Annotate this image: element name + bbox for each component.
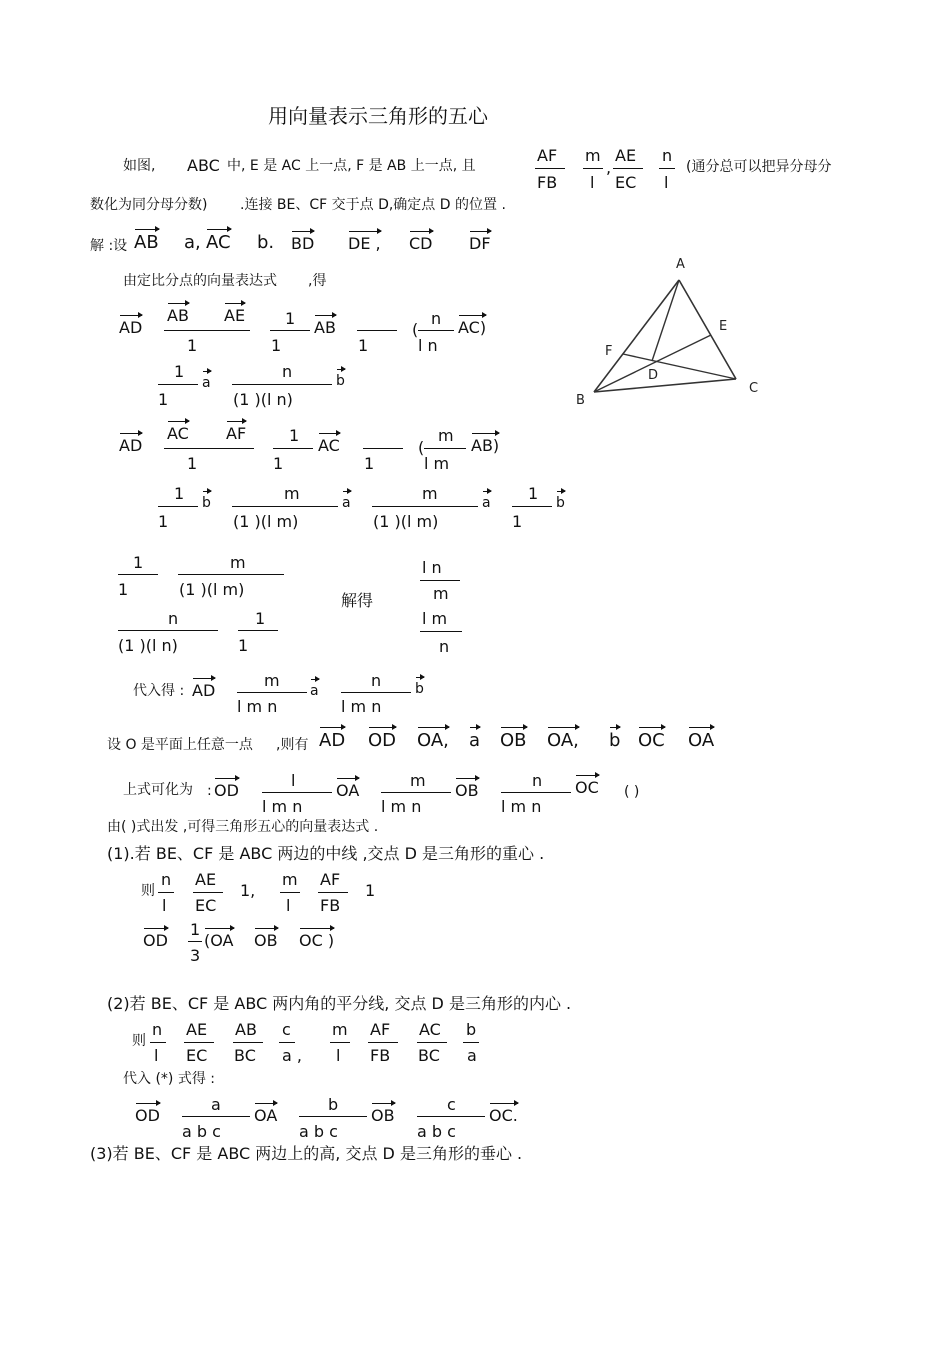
- fraction-numerator: 1: [289, 426, 300, 445]
- fraction-numerator: l: [291, 771, 296, 790]
- general-label: :: [207, 783, 212, 799]
- fraction-numerator: c: [447, 1095, 456, 1114]
- vector-ab: AB: [314, 314, 336, 336]
- point-label-d: D: [648, 368, 659, 383]
- fraction-denominator: 3: [190, 946, 201, 965]
- fraction-denominator: l m n: [237, 697, 278, 716]
- fraction-bar: [150, 1042, 166, 1043]
- fraction-denominator: l m n: [381, 797, 422, 816]
- vector-df: DF: [469, 230, 491, 252]
- fraction-numerator: m: [438, 426, 454, 445]
- vector-a: a: [469, 726, 480, 750]
- vector-oc: OC ): [299, 927, 334, 949]
- substitute-label: 代入得 :: [133, 683, 185, 699]
- vector-oc: OC: [575, 774, 599, 796]
- fraction-denominator: 1: [512, 512, 523, 531]
- fraction-numerator: n: [152, 1020, 163, 1039]
- intro-text: 数化为同分母分数): [90, 197, 208, 213]
- fraction-denominator: l: [286, 896, 291, 915]
- fraction-denominator: (1 )(l m): [233, 512, 299, 531]
- fraction-bar: [659, 168, 675, 169]
- vector-od: OD: [135, 1102, 160, 1124]
- intro-text: 中, E 是 AC 上一点, F 是 AB 上一点, 且: [227, 158, 476, 174]
- fraction-numerator: m: [332, 1020, 348, 1039]
- vector-oc: OC.: [489, 1102, 518, 1124]
- fraction-bar: [178, 574, 284, 575]
- step-text: 由定比分点的向量表达式: [123, 273, 277, 289]
- fraction-denominator: l: [162, 896, 167, 915]
- fraction-bar: [417, 1042, 447, 1043]
- fraction-bar: [363, 448, 403, 449]
- vertex-label-b: B: [576, 393, 585, 408]
- vector-oa: OA,: [417, 726, 449, 750]
- fraction-denominator: 1: [187, 336, 198, 355]
- fraction-bar: [188, 941, 202, 942]
- then-label: 则: [132, 1033, 146, 1049]
- fraction-bar: [330, 1042, 350, 1043]
- fraction-numerator: n: [282, 362, 293, 381]
- vector-a: a: [310, 678, 319, 698]
- fraction-bar: [318, 892, 348, 893]
- fraction-bar: [118, 574, 158, 575]
- paren: (: [418, 438, 425, 457]
- fraction-bar: [420, 631, 462, 632]
- comma: ,: [606, 158, 612, 177]
- vector-a: a,: [184, 232, 201, 253]
- fraction-bar: [238, 630, 278, 631]
- fraction-bar: [512, 506, 552, 507]
- vector-bd: BD: [291, 230, 314, 252]
- fraction-denominator: FB: [320, 896, 341, 915]
- fraction-bar: [368, 1042, 398, 1043]
- vector-ad: AD: [319, 726, 345, 750]
- vector-a: a: [482, 490, 491, 510]
- fraction-numerator: AF: [320, 870, 341, 889]
- fraction-denominator: a b c: [417, 1122, 456, 1141]
- vector-a: a: [342, 490, 351, 510]
- fraction-bar: [232, 384, 332, 385]
- fraction-denominator: l m n: [341, 697, 382, 716]
- vector-ac: AC: [318, 432, 340, 454]
- fraction-denominator: EC: [195, 896, 217, 915]
- fraction-numerator: n: [662, 146, 673, 165]
- solved-label: 解得: [341, 591, 374, 610]
- fraction-numerator: AE: [186, 1020, 208, 1039]
- vector-od: OD: [368, 726, 396, 750]
- fraction-numerator: b: [466, 1020, 477, 1039]
- fraction-denominator: 1: [364, 454, 375, 473]
- fraction-denominator: BC: [418, 1046, 440, 1065]
- side-ac: [679, 280, 736, 379]
- fraction-denominator: EC: [186, 1046, 208, 1065]
- fraction-bar: [424, 448, 466, 449]
- fraction-denominator: n: [439, 637, 450, 656]
- case-2-title: (2)若 BE、CF 是 ABC 两内角的平分线, 交点 D 是三角形的内心 .: [107, 994, 572, 1013]
- segment-ad: [652, 280, 679, 361]
- fraction-numerator: AF: [537, 146, 558, 165]
- fraction-bar: [164, 330, 250, 331]
- paren: (: [412, 320, 419, 339]
- vector-oa: OA: [688, 726, 714, 750]
- fraction-numerator: 1: [174, 362, 185, 381]
- fraction-denominator: (1 )(l m): [179, 580, 245, 599]
- general-label: 上式可化为: [123, 782, 193, 798]
- fraction-denominator: a b c: [299, 1122, 338, 1141]
- fraction-bar: [182, 1116, 250, 1117]
- vector-ob: OB: [254, 927, 278, 949]
- vector-ob: OB: [371, 1102, 395, 1124]
- vector-b: b.: [257, 232, 275, 253]
- fraction-numerator: m: [422, 484, 438, 503]
- vector-ad: AD: [119, 432, 142, 454]
- fraction-numerator: m: [585, 146, 601, 165]
- vector-oa: OA,: [547, 726, 579, 750]
- vertex-label-a: A: [676, 257, 685, 272]
- vector-od: OD: [214, 777, 239, 799]
- page-title: 用向量表示三角形的五心: [268, 104, 488, 128]
- fraction-bar: [420, 580, 460, 581]
- fraction-denominator: l: [664, 173, 669, 192]
- fraction-denominator: l m n: [501, 797, 542, 816]
- fraction-denominator: l n: [418, 336, 438, 355]
- from-star-text: 由( )式出发 ,可得三角形五心的向量表达式 .: [107, 819, 379, 835]
- vector-ae: AE: [224, 302, 245, 324]
- fraction-bar: [158, 506, 198, 507]
- fraction-bar: [164, 448, 254, 449]
- intro-text: .连接 BE、CF 交于点 D,确定点 D 的位置 .: [240, 197, 506, 213]
- vector-cd: CD: [409, 230, 433, 252]
- fraction-numerator: n: [371, 671, 382, 690]
- fraction-numerator: 1: [174, 484, 185, 503]
- point-label-f: F: [605, 344, 613, 359]
- then-label: 则: [141, 883, 155, 899]
- vector-ac: AC: [167, 420, 189, 442]
- fraction-bar: [158, 892, 174, 893]
- fraction-bar: [262, 792, 332, 793]
- fraction-bar: [273, 448, 313, 449]
- fraction-numerator: AE: [615, 146, 637, 165]
- fraction-bar: [237, 692, 307, 693]
- fraction-numerator: AE: [195, 870, 217, 889]
- fraction-bar: [613, 168, 643, 169]
- fraction-denominator: (1 )(l n): [233, 390, 293, 409]
- fraction-denominator: 1: [358, 336, 369, 355]
- vector-ad: AD: [192, 677, 215, 699]
- fraction-numerator: 1: [190, 920, 201, 939]
- vector-ob: OB: [500, 726, 527, 750]
- fraction-denominator: 1: [271, 336, 282, 355]
- vector-ac: AC: [206, 228, 231, 252]
- fraction-denominator: a b c: [182, 1122, 221, 1141]
- fraction-denominator: 1: [118, 580, 129, 599]
- intro-text: 如图,: [123, 158, 156, 174]
- vector-ob: OB: [455, 777, 479, 799]
- vector-ab: AB: [134, 228, 159, 252]
- vector-oa: OA: [336, 777, 359, 799]
- fraction-denominator: l m n: [262, 797, 303, 816]
- fraction-bar: [232, 506, 338, 507]
- fraction-numerator: c: [282, 1020, 291, 1039]
- vector-oc: OC: [638, 726, 665, 750]
- fraction-denominator: FB: [537, 173, 558, 192]
- fraction-numerator: AF: [370, 1020, 391, 1039]
- vector-ad: AD: [119, 314, 142, 336]
- fraction-numerator: AB: [235, 1020, 257, 1039]
- vector-oa: (OA: [204, 927, 234, 949]
- intro-note: (通分总可以把异分母分: [686, 159, 832, 175]
- fraction-numerator: 1: [255, 609, 266, 628]
- segment-cf: [623, 354, 736, 379]
- fraction-bar: [535, 168, 565, 169]
- fraction-bar: [118, 630, 218, 631]
- fraction-numerator: 1: [285, 309, 296, 328]
- fraction-bar: [583, 168, 603, 169]
- solution-label: 解 :设: [90, 238, 128, 254]
- fraction-denominator: l: [336, 1046, 341, 1065]
- origin-text: 设 O 是平面上任意一点: [107, 737, 253, 753]
- fraction-numerator: 1: [133, 553, 144, 572]
- fraction-denominator: l m: [424, 454, 450, 473]
- fraction-bar: [417, 1116, 485, 1117]
- fraction-numerator: m: [264, 671, 280, 690]
- fraction-denominator: 1: [158, 390, 169, 409]
- fraction-denominator: (1 )(l m): [373, 512, 439, 531]
- fraction-bar: [279, 1042, 295, 1043]
- equation-tag: ( ): [624, 784, 640, 800]
- fraction-denominator: l: [154, 1046, 159, 1065]
- fraction-bar: [381, 792, 451, 793]
- fraction-numerator: a: [211, 1095, 221, 1114]
- fraction-denominator: a: [467, 1046, 477, 1065]
- vector-b: b: [609, 726, 620, 750]
- vector-b: b: [556, 490, 565, 510]
- value: 1,: [240, 881, 256, 900]
- fraction-denominator: EC: [615, 173, 637, 192]
- vector-b: b: [336, 368, 345, 388]
- fraction-bar: [341, 692, 411, 693]
- fraction-denominator: l: [590, 173, 595, 192]
- fraction-numerator: n: [431, 309, 442, 328]
- fraction-bar: [418, 330, 454, 331]
- fraction-denominator: 1: [187, 454, 198, 473]
- substitute-label: 代入 (*) 式得 :: [123, 1071, 215, 1087]
- fraction-bar: [270, 330, 310, 331]
- fraction-numerator: b: [328, 1095, 339, 1114]
- vector-de: DE ,: [348, 230, 381, 252]
- vector-b: b: [415, 676, 424, 696]
- fraction-bar: [184, 1042, 214, 1043]
- vector-ab: AB: [167, 302, 189, 324]
- fraction-numerator: l m: [422, 609, 448, 628]
- fraction-bar: [501, 792, 571, 793]
- vector-b: b: [202, 490, 211, 510]
- fraction-denominator: m: [433, 584, 449, 603]
- fraction-denominator: (1 )(l n): [118, 636, 178, 655]
- fraction-numerator: AC: [419, 1020, 441, 1039]
- case-1-title: (1).若 BE、CF 是 ABC 两边的中线 ,交点 D 是三角形的重心 .: [107, 844, 545, 863]
- vertex-label-c: C: [749, 381, 759, 396]
- case-3-title: (3)若 BE、CF 是 ABC 两边上的高, 交点 D 是三角形的垂心 .: [90, 1144, 523, 1163]
- origin-text: ,则有: [276, 737, 309, 753]
- fraction-bar: [463, 1042, 479, 1043]
- fraction-numerator: 1: [528, 484, 539, 503]
- value: 1: [365, 881, 376, 900]
- fraction-numerator: l n: [422, 558, 442, 577]
- vector-ac: AC): [458, 314, 486, 336]
- fraction-bar: [357, 330, 397, 331]
- fraction-numerator: m: [230, 553, 246, 572]
- fraction-numerator: n: [168, 609, 179, 628]
- fraction-numerator: m: [410, 771, 426, 790]
- point-label-e: E: [719, 319, 728, 334]
- fraction-denominator: 1: [238, 636, 249, 655]
- fraction-denominator: BC: [234, 1046, 256, 1065]
- fraction-numerator: m: [284, 484, 300, 503]
- fraction-bar: [280, 892, 300, 893]
- fraction-bar: [158, 384, 198, 385]
- vector-od: OD: [143, 927, 168, 949]
- triangle-figure: [572, 254, 772, 414]
- side-ab: [594, 280, 679, 392]
- fraction-numerator: m: [282, 870, 298, 889]
- fraction-denominator: 1: [273, 454, 284, 473]
- fraction-numerator: n: [161, 870, 172, 889]
- fraction-bar: [299, 1116, 367, 1117]
- fraction-denominator: a ,: [282, 1046, 302, 1065]
- fraction-bar: [233, 1042, 263, 1043]
- triangle-name: ABC: [187, 156, 220, 175]
- step-text: ,得: [308, 273, 327, 289]
- vector-a: a: [202, 370, 211, 390]
- fraction-denominator: FB: [370, 1046, 391, 1065]
- vector-ab: AB): [471, 432, 499, 454]
- fraction-bar: [372, 506, 478, 507]
- fraction-denominator: 1: [158, 512, 169, 531]
- fraction-bar: [193, 892, 223, 893]
- fraction-numerator: n: [532, 771, 543, 790]
- vector-oa: OA: [254, 1102, 277, 1124]
- vector-af: AF: [226, 420, 246, 442]
